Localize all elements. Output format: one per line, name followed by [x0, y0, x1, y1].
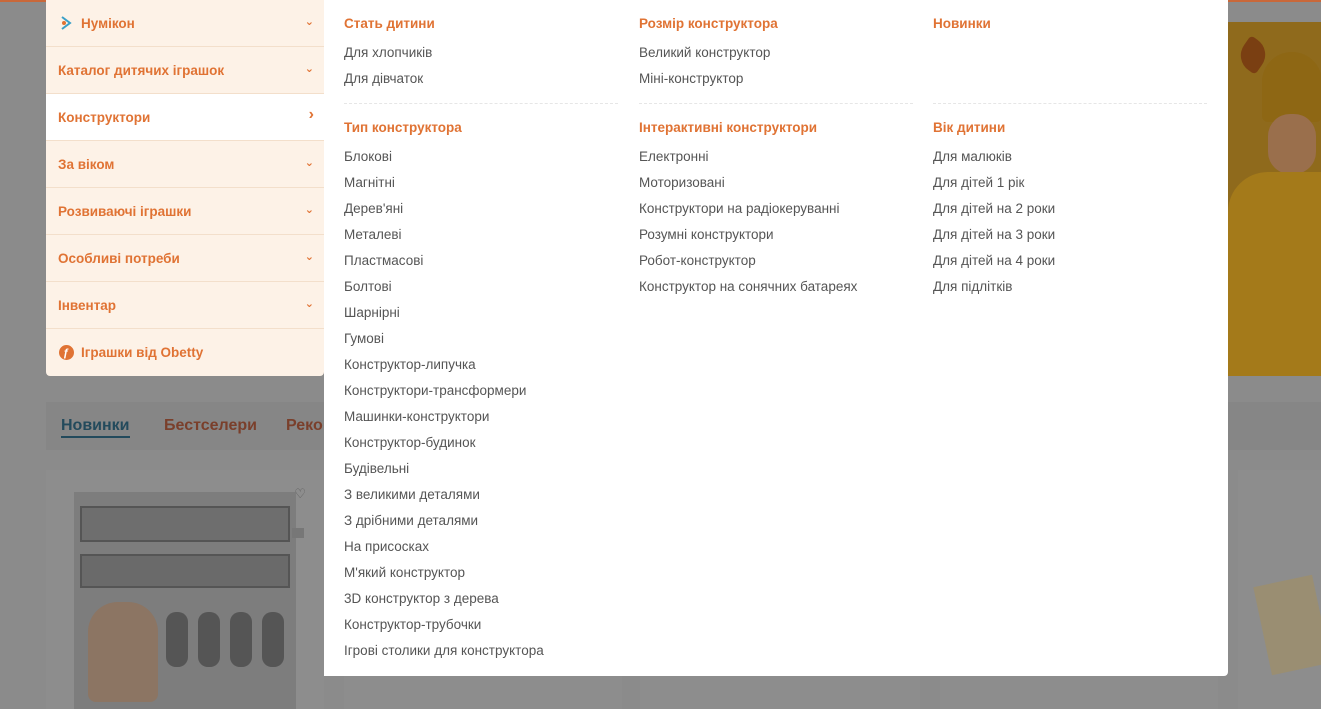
- obetty-logo-icon: ƒ: [58, 345, 74, 361]
- category-special-needs[interactable]: [46, 235, 324, 282]
- hero-banner[interactable]: [1228, 22, 1321, 376]
- mega-menu-link[interactable]: Конструктор-будинок: [344, 435, 476, 450]
- category-label: Іграшки від Obetty: [81, 345, 204, 360]
- mega-menu-link[interactable]: Ігрові столики для конструктора: [344, 643, 544, 658]
- mega-menu-section-title[interactable]: Розмір конструктора: [639, 16, 778, 31]
- mega-menu-link[interactable]: Міні-конструктор: [639, 71, 744, 86]
- hero-face: [1268, 114, 1316, 174]
- mega-menu-divider: [933, 103, 1207, 104]
- category-by-age[interactable]: [46, 141, 324, 188]
- category-educational[interactable]: [46, 188, 324, 235]
- mega-menu-link[interactable]: З дрібними деталями: [344, 513, 479, 528]
- category-label: Конструктори: [58, 109, 151, 125]
- chevron-down-icon: ⌄: [304, 63, 314, 75]
- mega-menu-link[interactable]: Конструктор на сонячних батареях: [639, 279, 858, 294]
- product-card[interactable]: [46, 470, 324, 709]
- mega-menu-link[interactable]: Конструктор-трубочки: [344, 617, 482, 632]
- compare-icon[interactable]: [292, 528, 304, 538]
- category-inventory[interactable]: [46, 282, 324, 329]
- mega-menu-link[interactable]: 3D конструктор з дерева: [344, 591, 499, 606]
- product-image-toy: [166, 612, 188, 667]
- mega-menu-link[interactable]: Моторизовані: [639, 175, 725, 190]
- mega-menu-link[interactable]: Конструктори на радіокеруванні: [639, 201, 840, 216]
- mega-menu-link[interactable]: Конструктор-липучка: [344, 357, 476, 372]
- mega-menu-section-title[interactable]: Тип конструктора: [344, 120, 462, 135]
- product-image-baby: [88, 602, 158, 702]
- category-label: Інвентар: [58, 297, 117, 313]
- wishlist-heart-icon[interactable]: ♡: [294, 486, 306, 501]
- mega-menu-link[interactable]: Для дівчаток: [344, 71, 424, 86]
- mega-menu-link[interactable]: Електронні: [639, 149, 709, 164]
- mega-menu-link[interactable]: На присосках: [344, 539, 429, 554]
- category-label: Нумікон: [81, 15, 135, 31]
- mega-menu-link[interactable]: Для дітей на 4 роки: [933, 253, 1056, 268]
- mega-menu-link[interactable]: Пластмасові: [344, 253, 424, 268]
- mega-menu-section-title[interactable]: Стать дитини: [344, 16, 435, 31]
- mega-menu-link[interactable]: Робот-конструктор: [639, 253, 756, 268]
- mega-menu-link[interactable]: Для підлітків: [933, 279, 1013, 294]
- mega-menu-section-title[interactable]: Вік дитини: [933, 120, 1006, 135]
- chevron-down-icon: ⌄: [304, 157, 314, 169]
- chevron-down-icon: ⌄: [304, 16, 314, 28]
- mega-menu-link[interactable]: Для хлопчиків: [344, 45, 433, 60]
- hero-sweater: [1228, 172, 1321, 376]
- tab-bestsellers[interactable]: Бестселери: [164, 417, 257, 434]
- mega-menu-link[interactable]: Дерев'яні: [344, 201, 404, 216]
- numikon-logo-icon: [58, 15, 74, 31]
- category-label: Особливі потреби: [58, 250, 180, 266]
- chevron-right-icon: ›: [308, 106, 314, 123]
- product-image-strip: [80, 506, 290, 542]
- mega-menu-link[interactable]: Шарнірні: [344, 305, 400, 320]
- category-menu: [46, 0, 324, 376]
- category-label: За віком: [58, 156, 115, 172]
- category-obetty[interactable]: [46, 329, 324, 376]
- product-image[interactable]: [74, 492, 296, 709]
- mega-menu-link[interactable]: Блокові: [344, 149, 392, 164]
- mega-menu-divider: [344, 103, 618, 104]
- category-toy-catalog[interactable]: [46, 47, 324, 94]
- product-card[interactable]: [1238, 470, 1321, 709]
- mega-menu-link[interactable]: Будівельні: [344, 461, 410, 476]
- mega-menu-link[interactable]: Машинки-конструктори: [344, 409, 490, 424]
- mega-menu-link[interactable]: Для дітей на 2 роки: [933, 201, 1056, 216]
- category-label: Розвиваючі іграшки: [58, 203, 192, 219]
- mega-menu-section-title[interactable]: Інтерактивні конструктори: [639, 120, 818, 135]
- mega-menu-link[interactable]: М'який конструктор: [344, 565, 466, 580]
- mega-menu-link[interactable]: Для малюків: [933, 149, 1012, 164]
- chevron-down-icon: ⌄: [304, 251, 314, 263]
- mega-menu-section-title[interactable]: Новинки: [933, 16, 991, 31]
- product-image-toy: [230, 612, 252, 667]
- constructors-mega-menu: [324, 0, 1228, 676]
- mega-menu-link[interactable]: Гумові: [344, 331, 384, 346]
- product-image-wooden-blocks: [1253, 575, 1321, 676]
- mega-menu-link[interactable]: З великими деталями: [344, 487, 480, 502]
- chevron-down-icon: ⌄: [304, 298, 314, 310]
- hero-hat: [1262, 52, 1321, 122]
- category-label: Каталог дитячих іграшок: [58, 62, 225, 78]
- tab-recommended[interactable]: Реко: [286, 417, 323, 434]
- product-image-strip: [80, 554, 290, 588]
- product-image-toy: [198, 612, 220, 667]
- category-constructors[interactable]: [46, 94, 324, 141]
- mega-menu-link[interactable]: Великий конструктор: [639, 45, 771, 60]
- mega-menu-link[interactable]: Розумні конструктори: [639, 227, 774, 242]
- mega-menu-link[interactable]: Для дітей на 3 роки: [933, 227, 1056, 242]
- mega-menu-link[interactable]: Магнітні: [344, 175, 395, 190]
- mega-menu-divider: [639, 103, 913, 104]
- chevron-down-icon: ⌄: [304, 204, 314, 216]
- tab-new[interactable]: Новинки: [61, 417, 130, 438]
- mega-menu-link[interactable]: Конструктори-трансформери: [344, 383, 527, 398]
- mega-menu-link[interactable]: Для дітей 1 рік: [933, 175, 1025, 190]
- category-numikon[interactable]: [46, 0, 324, 47]
- mega-menu-link[interactable]: Металеві: [344, 227, 402, 242]
- product-image-toy: [262, 612, 284, 667]
- mega-menu-link[interactable]: Болтові: [344, 279, 392, 294]
